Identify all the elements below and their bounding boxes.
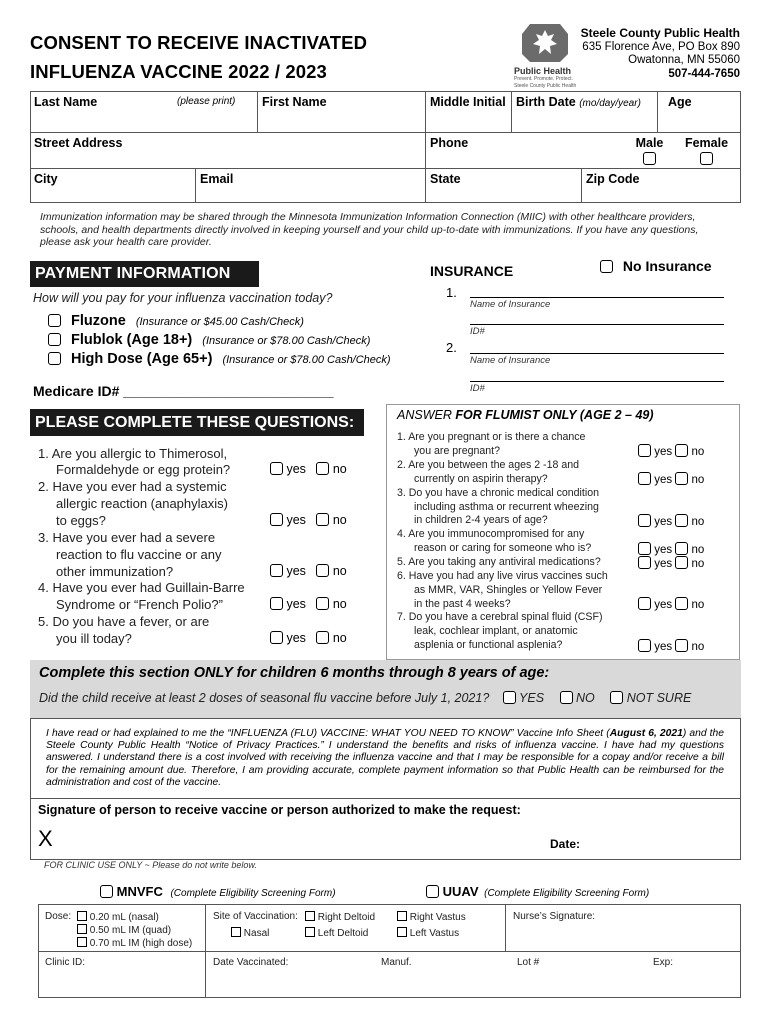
logo-tagline: Prevent. Promote. Protect. — [514, 76, 573, 82]
flumist-q1-line-2: you are pregnant? — [414, 445, 500, 457]
q2-no-checkbox[interactable] — [316, 513, 329, 526]
city-field[interactable] — [31, 169, 195, 203]
child-yes-label: YES — [519, 691, 545, 705]
flumist-header — [397, 408, 654, 422]
clinic-row-divider — [39, 951, 740, 952]
left-vastus-checkbox[interactable] — [397, 927, 407, 937]
child-no-checkbox[interactable] — [560, 691, 573, 704]
fq5-no-checkbox[interactable] — [675, 556, 688, 569]
grid-col-divider — [511, 92, 512, 132]
clinic-col-divider — [205, 905, 206, 997]
questions-header: PLEASE COMPLETE THESE QUESTIONS: — [30, 409, 364, 436]
signature-x-mark: X — [38, 826, 53, 851]
insurance-number-1: 1. — [446, 285, 457, 300]
high-dose-price: (Insurance or $78.00 Cash/Check) — [222, 354, 391, 366]
fluzone-checkbox[interactable] — [48, 314, 61, 327]
fluzone-price: (Insurance or $45.00 Cash/Check) — [135, 316, 304, 328]
title-line-2: INFLUENZA VACCINE 2022 / 2023 — [30, 61, 327, 82]
flumist-q6-line-2: as MMR, VAR, Shingles or Yellow Fever — [414, 584, 603, 596]
phone-field[interactable] — [427, 133, 617, 168]
q1-no-checkbox[interactable] — [316, 462, 329, 475]
flumist-q7-line-1: 7. Do you have a cerebral spinal fluid (CSF) — [397, 611, 603, 623]
flumist-header-answer: ANSWER — [397, 408, 452, 422]
no-insurance-checkbox[interactable] — [600, 260, 613, 273]
no-label: no — [691, 599, 705, 611]
right-vastus-label: Right Vastus — [409, 912, 466, 923]
right-deltoid-label: Right Deltoid — [317, 912, 376, 923]
email-label: Email — [200, 172, 234, 186]
site-right-deltoid[interactable] — [305, 911, 375, 924]
flublok-checkbox[interactable] — [48, 333, 61, 346]
agency-address-2: Owatonna, MN 55060 — [628, 54, 740, 66]
zip-code-label: Zip Code — [586, 172, 640, 186]
question-3-answer — [270, 564, 347, 578]
yes-label: yes — [286, 631, 306, 645]
flumist-q3-answer — [638, 514, 704, 528]
question-3-line-2: reaction to flu vaccine or any — [56, 547, 222, 562]
city-label: City — [34, 172, 58, 186]
flumist-q6-answer — [638, 597, 704, 611]
flublok-price: (Insurance or $78.00 Cash/Check) — [202, 335, 371, 347]
yes-label: yes — [654, 474, 673, 486]
flumist-q1-answer — [638, 444, 704, 458]
child-no-label: NO — [576, 691, 595, 705]
insurance-id-line-1[interactable] — [470, 324, 724, 325]
patient-info-grid — [30, 91, 741, 203]
right-vastus-checkbox[interactable] — [397, 911, 407, 921]
consent-text-2: ) and the Steele County Public Health “Notice of Privacy Practices.” I understand the benefits and risks of influenza vaccine. I have had my questions answered. I understand there is a cost involved with receiving the influenza vaccine and that I may be responsible for a copay and/or receive a bill for the remaining amount due. Therefore, I am providing accurate, complete payment information so that Public Health can be reimbursed for the administration and cost of the vaccine. — [46, 728, 724, 788]
no-label: no — [691, 544, 705, 556]
yes-label: yes — [286, 513, 306, 527]
q3-yes-checkbox[interactable] — [270, 564, 283, 577]
q1-yes-checkbox[interactable] — [270, 462, 283, 475]
insurance-id-label-2: ID# — [470, 383, 485, 394]
last-name-field[interactable] — [31, 92, 257, 132]
clinic-id-label: Clinic ID: — [45, 957, 86, 968]
flumist-q3-line-2: including asthma or recurrent wheezing — [414, 501, 599, 513]
male-label: Male — [635, 136, 664, 150]
question-3-line-1: 3. Have you ever had a severe — [38, 530, 216, 545]
grid-col-divider — [195, 168, 196, 203]
agency-address-1: 635 Florence Ave, PO Box 890 — [582, 40, 740, 53]
middle-initial-field[interactable] — [427, 92, 511, 132]
payment-option-high-dose[interactable] — [48, 351, 391, 367]
date-vaccinated-label: Date Vaccinated: — [213, 957, 289, 968]
right-deltoid-checkbox[interactable] — [305, 911, 315, 921]
dose-3-label: 0.70 mL IM (high dose) — [89, 938, 193, 949]
flumist-q2-line-2: currently on aspirin therapy? — [414, 473, 548, 485]
fq5-yes-checkbox[interactable] — [638, 556, 651, 569]
no-label: no — [332, 462, 347, 476]
left-deltoid-checkbox[interactable] — [305, 927, 315, 937]
dose-option-1[interactable] — [77, 911, 159, 924]
payment-header: PAYMENT INFORMATION — [30, 261, 259, 287]
first-name-label: First Name — [262, 95, 327, 109]
consent-vis-date: August 6, 2021 — [609, 728, 683, 739]
fq2-yes-checkbox[interactable] — [638, 472, 651, 485]
q5-yes-checkbox[interactable] — [270, 631, 283, 644]
site-right-vastus[interactable] — [397, 911, 466, 924]
insurance-name-label-1: Name of Insurance — [470, 299, 551, 310]
consent-statement — [46, 728, 724, 789]
manufacturer-label: Manuf. — [381, 957, 412, 968]
male-checkbox[interactable] — [643, 152, 656, 165]
flumist-q7-line-3: asplenia or functional asplenia? — [414, 639, 563, 651]
question-2-line-3: to eggs? — [56, 513, 106, 528]
no-label: no — [691, 516, 705, 528]
signature-date-field[interactable] — [588, 836, 728, 852]
age-label: Age — [668, 95, 692, 109]
flumist-q4-line-2: reason or caring for someone who is? — [414, 542, 592, 554]
flublok-label: Flublok (Age 18+) — [71, 332, 193, 348]
payment-option-flublok[interactable] — [48, 332, 370, 348]
insurance-name-label-2: Name of Insurance — [470, 355, 551, 366]
street-address-field[interactable] — [31, 133, 425, 168]
uuav-checkbox[interactable] — [426, 885, 439, 898]
fq3-yes-checkbox[interactable] — [638, 514, 651, 527]
female-option[interactable] — [675, 133, 735, 166]
agency-phone: 507-444-7650 — [668, 67, 740, 80]
title-line-1: CONSENT TO RECEIVE INACTIVATED — [30, 32, 368, 53]
fluzone-label: Fluzone — [71, 313, 126, 329]
question-5-line-2: you ill today? — [56, 631, 132, 646]
no-label: no — [332, 597, 347, 611]
child-yes-checkbox[interactable] — [503, 691, 516, 704]
insurance-name-line-2[interactable] — [470, 353, 724, 354]
yes-label: yes — [654, 558, 673, 570]
grid-col-divider — [657, 92, 658, 132]
q2-yes-checkbox[interactable] — [270, 513, 283, 526]
uuav-note: (Complete Eligibility Screening Form) — [484, 888, 650, 899]
mnvfc-label: MNVFC — [116, 884, 163, 899]
dose-option-2[interactable] — [77, 924, 171, 937]
mnvfc-option[interactable] — [100, 884, 336, 899]
medicare-id-field[interactable]: Medicare ID# ___________________________ — [33, 383, 334, 399]
left-deltoid-label: Left Deltoid — [317, 928, 369, 939]
female-label: Female — [684, 136, 729, 150]
flumist-q7-answer — [638, 639, 704, 653]
grid-col-divider — [581, 168, 582, 203]
question-1-line-1: 1. Are you allergic to Thimerosol, — [38, 446, 228, 461]
fq3-no-checkbox[interactable] — [675, 514, 688, 527]
question-2-line-1: 2. Have you ever had a systemic — [38, 479, 227, 494]
flumist-q6-line-1: 6. Have you had any live virus vaccines such — [397, 570, 608, 582]
logo-text: Public Health — [514, 66, 572, 76]
flumist-q5-line-1: 5. Are you taking any antiviral medications? — [397, 556, 601, 568]
child-question-text: Did the child receive at least 2 doses of seasonal flu vaccine before July 1, 2021? — [39, 691, 490, 705]
no-label: no — [332, 564, 347, 578]
yes-label: yes — [286, 564, 306, 578]
expiration-label: Exp: — [653, 957, 674, 968]
no-insurance-option[interactable] — [600, 258, 712, 274]
fq7-no-checkbox[interactable] — [675, 639, 688, 652]
payment-option-fluzone[interactable] — [48, 313, 304, 329]
question-4-answer — [270, 597, 347, 611]
clinic-use-box — [38, 904, 741, 998]
middle-initial-label: Middle Initial — [430, 95, 506, 109]
agency-info — [581, 27, 740, 81]
high-dose-label: High Dose (Age 65+) — [71, 351, 213, 367]
q4-no-checkbox[interactable] — [316, 597, 329, 610]
consent-divider — [30, 798, 741, 799]
question-2-line-2: allergic reaction (anaphylaxis) — [56, 496, 228, 511]
uuav-option[interactable] — [426, 884, 649, 899]
site-left-vastus[interactable] — [397, 927, 459, 940]
fq4-no-checkbox[interactable] — [675, 542, 688, 555]
yes-label: yes — [286, 462, 306, 476]
flumist-q4-answer — [638, 542, 704, 556]
question-1-answer — [270, 462, 347, 476]
q3-no-checkbox[interactable] — [316, 564, 329, 577]
signature-date-label: Date: — [550, 837, 581, 851]
birth-date-field[interactable] — [513, 92, 657, 132]
flumist-q7-line-2: leak, cochlear implant, or anatomic — [414, 625, 578, 637]
yes-label: yes — [654, 641, 673, 653]
signature-label: Signature of person to receive vaccine or person authorized to make the request: — [38, 803, 521, 817]
grid-col-divider — [425, 92, 426, 203]
left-vastus-label: Left Vastus — [409, 928, 460, 939]
dose-2-label: 0.50 mL IM (quad) — [89, 925, 172, 936]
no-label: no — [691, 641, 705, 653]
mnvfc-note: (Complete Eligibility Screening Form) — [170, 888, 336, 899]
q4-yes-checkbox[interactable] — [270, 597, 283, 610]
fq2-no-checkbox[interactable] — [675, 472, 688, 485]
yes-label: yes — [654, 516, 673, 528]
nasal-checkbox[interactable] — [231, 927, 241, 937]
yes-label: yes — [654, 599, 673, 611]
no-label: no — [332, 631, 347, 645]
birth-date-format: (mo/day/year) — [579, 98, 641, 109]
q5-no-checkbox[interactable] — [316, 631, 329, 644]
last-name-label: Last Name — [34, 95, 98, 109]
child-section-header: Complete this section ONLY for children 6 months through 8 years of age: — [39, 665, 550, 681]
dose-1-checkbox[interactable] — [77, 911, 87, 921]
dose-label: Dose: — [45, 911, 72, 922]
nasal-label: Nasal — [243, 928, 270, 939]
insurance-title: INSURANCE — [430, 263, 514, 279]
flumist-q2-answer — [638, 472, 704, 486]
form-title — [30, 28, 367, 86]
public-health-logo — [512, 20, 582, 90]
no-label: no — [691, 446, 705, 458]
insurance-id-label-1: ID# — [470, 326, 485, 337]
site-nasal[interactable] — [231, 927, 269, 940]
logo-sub: Steele County Public Health — [514, 83, 577, 89]
question-1-line-2: Formaldehyde or egg protein? — [56, 462, 231, 477]
flumist-header-bold: FOR FLUMIST ONLY (AGE 2 – 49) — [455, 408, 654, 422]
flumist-q6-line-3: in the past 4 weeks? — [414, 598, 511, 610]
signature-field[interactable] — [60, 846, 530, 858]
state-field[interactable] — [427, 169, 581, 203]
flumist-q3-line-3: in children 2-4 years of age? — [414, 514, 548, 526]
question-4-line-1: 4. Have you ever had Guillain-Barre — [38, 580, 245, 595]
question-5-line-1: 5. Do you have a fever, or are — [38, 614, 210, 629]
mnvfc-checkbox[interactable] — [100, 885, 113, 898]
yes-label: yes — [654, 446, 673, 458]
dose-2-checkbox[interactable] — [77, 924, 87, 934]
fq6-no-checkbox[interactable] — [675, 597, 688, 610]
flumist-q2-line-1: 2. Are you between the ages 2 -18 and — [397, 459, 579, 471]
uuav-label: UUAV — [442, 884, 479, 899]
fq1-yes-checkbox[interactable] — [638, 444, 651, 457]
flumist-q4-line-1: 4. Are you immunocompromised for any — [397, 528, 585, 540]
lot-number-label: Lot # — [517, 957, 540, 968]
insurance-number-2: 2. — [446, 340, 457, 355]
consent-text-1: I have read or had explained to me the “INFLUENZA (FLU) VACCINE: WHAT YOU NEED TO KNOW” Vaccine Info Sheet ( — [46, 728, 610, 739]
dose-option-3[interactable] — [77, 937, 192, 950]
grid-col-divider — [257, 92, 258, 132]
fq6-yes-checkbox[interactable] — [638, 597, 651, 610]
child-not-sure-checkbox[interactable] — [610, 691, 623, 704]
site-label: Site of Vaccination: — [213, 911, 298, 922]
dose-1-label: 0.20 mL (nasal) — [89, 912, 159, 923]
no-label: no — [332, 513, 347, 527]
phone-label: Phone — [430, 136, 469, 150]
street-address-label: Street Address — [34, 136, 123, 150]
miic-notice: Immunization information may be shared through the Minnesota Immunization Information Connection (MIIC) with other healthcare providers, schools, and health departments directly involved in keeping yourself and your child up-to-date with immunizations. If you have any questions, please ask your health care provider. — [40, 211, 699, 248]
flumist-q1-line-1: 1. Are you pregnant or is there a chance — [397, 431, 586, 443]
fq4-yes-checkbox[interactable] — [638, 542, 651, 555]
age-field[interactable] — [665, 92, 740, 132]
question-3-line-3: other immunization? — [56, 564, 174, 579]
question-4-line-2: Syndrome or “French Polio?” — [56, 597, 223, 612]
dose-3-checkbox[interactable] — [77, 937, 87, 947]
child-not-sure-label: NOT SURE — [626, 691, 692, 705]
insurance-name-line-1[interactable] — [470, 297, 724, 298]
female-checkbox[interactable] — [700, 152, 713, 165]
birth-date-label: Birth Date — [516, 95, 576, 109]
fq1-no-checkbox[interactable] — [675, 444, 688, 457]
high-dose-checkbox[interactable] — [48, 352, 61, 365]
site-left-deltoid[interactable] — [305, 927, 368, 940]
no-label: no — [691, 558, 705, 570]
flumist-q5-answer — [638, 556, 704, 570]
flumist-q3-line-1: 3. Do you have a chronic medical condition — [397, 487, 599, 499]
clinic-col-divider — [505, 905, 506, 951]
insurance-id-line-2[interactable] — [470, 381, 724, 382]
yes-label: yes — [654, 544, 673, 556]
question-5-answer — [270, 631, 347, 645]
male-option[interactable] — [623, 133, 673, 166]
agency-name: Steele County Public Health — [580, 26, 740, 40]
yes-label: yes — [286, 597, 306, 611]
please-print-note: (please print) — [177, 96, 236, 107]
question-2-answer — [270, 513, 347, 527]
first-name-field[interactable] — [259, 92, 425, 132]
nurse-signature-label: Nurse’s Signature: — [513, 911, 596, 922]
payment-question: How will you pay for your influenza vaccination today? — [33, 291, 333, 305]
child-doses-question — [39, 691, 691, 705]
fq7-yes-checkbox[interactable] — [638, 639, 651, 652]
state-label: State — [430, 172, 461, 186]
clinic-use-note: FOR CLINIC USE ONLY ~ Please do not write below. — [44, 860, 257, 870]
email-field[interactable] — [197, 169, 425, 203]
no-insurance-label: No Insurance — [622, 258, 712, 274]
zip-code-field[interactable] — [583, 169, 739, 203]
no-label: no — [691, 474, 705, 486]
